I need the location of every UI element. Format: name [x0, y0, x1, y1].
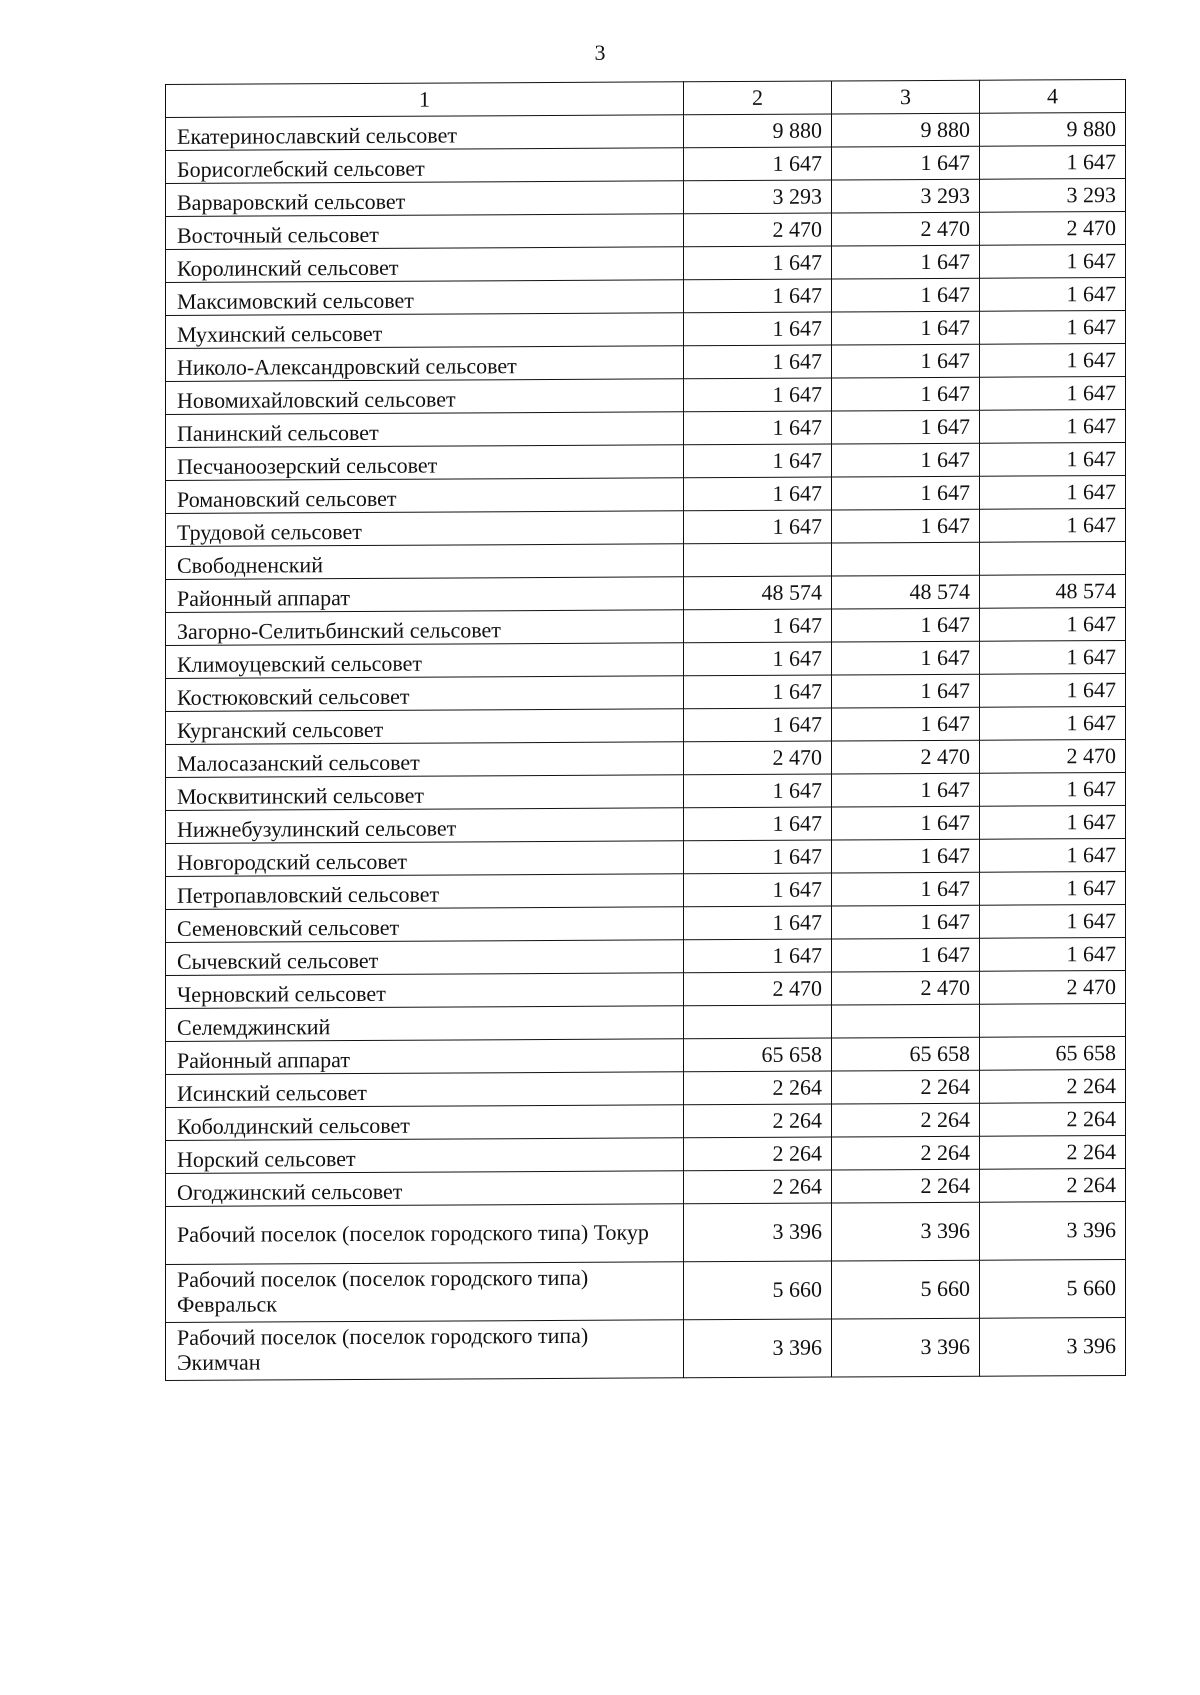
value-cell-col-4: 65 658 — [980, 1036, 1126, 1070]
value-cell-col-2: 65 658 — [684, 1038, 832, 1072]
value-cell-col-2: 1 647 — [684, 411, 832, 445]
row-name-cell: Климоуцевский сельсовет — [166, 643, 684, 679]
value-cell-col-2: 1 647 — [684, 840, 832, 874]
table-row — [166, 1069, 1126, 1107]
row-name-cell: Рабочий поселок (поселок городского типа) Февральск — [166, 1262, 684, 1323]
row-name-cell: Романовский сельсовет — [166, 478, 684, 514]
table-row — [166, 442, 1126, 480]
value-cell-col-4: 1 647 — [980, 343, 1126, 377]
allocation-table — [165, 79, 1126, 1381]
table-row — [166, 1036, 1126, 1074]
value-cell-col-4: 1 647 — [980, 706, 1126, 740]
value-cell-col-4: 1 647 — [980, 145, 1126, 179]
value-cell-col-2: 3 293 — [684, 180, 832, 214]
value-cell-col-3 — [832, 542, 980, 576]
value-cell-col-3: 1 647 — [832, 311, 980, 345]
value-cell-col-3: 1 647 — [832, 872, 980, 906]
table-row — [166, 805, 1126, 843]
header-col-4: 4 — [980, 79, 1126, 113]
value-cell-col-3: 3 396 — [832, 1318, 980, 1377]
row-name-cell: Селемджинский — [166, 1006, 684, 1042]
value-cell-col-2: 1 647 — [684, 609, 832, 643]
value-cell-col-2: 1 647 — [684, 378, 832, 412]
table-row — [166, 244, 1126, 282]
row-name-cell: Борисоглебский сельсовет — [166, 148, 684, 184]
value-cell-col-4: 1 647 — [980, 772, 1126, 806]
row-name-cell: Норский сельсовет — [166, 1138, 684, 1174]
value-cell-col-3: 1 647 — [832, 674, 980, 708]
value-cell-col-3: 1 647 — [832, 509, 980, 543]
value-cell-col-3: 1 647 — [832, 476, 980, 510]
value-cell-col-4: 1 647 — [980, 904, 1126, 938]
row-name-cell: Восточный сельсовет — [166, 214, 684, 250]
table-row — [166, 607, 1126, 645]
table-row — [166, 574, 1126, 612]
allocation-table-container — [165, 79, 1126, 1381]
value-cell-col-2: 2 264 — [684, 1104, 832, 1138]
value-cell-col-2: 48 574 — [684, 576, 832, 610]
row-name-cell: Варваровский сельсовет — [166, 181, 684, 217]
value-cell-col-4: 48 574 — [980, 574, 1126, 608]
table-row — [166, 475, 1126, 513]
value-cell-col-2 — [684, 543, 832, 577]
value-cell-col-3: 1 647 — [832, 806, 980, 840]
value-cell-col-3: 1 647 — [832, 377, 980, 411]
table-row — [166, 640, 1126, 678]
table-row — [166, 838, 1126, 876]
row-name-cell: Загорно-Селитьбинский сельсовет — [166, 610, 684, 646]
value-cell-col-4: 9 880 — [980, 112, 1126, 146]
value-cell-col-3: 3 396 — [832, 1202, 980, 1261]
value-cell-col-2: 3 396 — [684, 1319, 832, 1378]
value-cell-col-2: 1 647 — [684, 312, 832, 346]
header-col-1: 1 — [166, 82, 684, 118]
value-cell-col-4: 1 647 — [980, 376, 1126, 410]
value-cell-col-3: 1 647 — [832, 839, 980, 873]
table-row — [166, 1168, 1126, 1206]
value-cell-col-2: 5 660 — [684, 1261, 832, 1320]
row-name-cell: Николо-Александровский сельсовет — [166, 346, 684, 382]
value-cell-col-3: 1 647 — [832, 410, 980, 444]
value-cell-col-2: 1 647 — [684, 279, 832, 313]
value-cell-col-2: 1 647 — [684, 807, 832, 841]
value-cell-col-4: 2 264 — [980, 1135, 1126, 1169]
value-cell-col-4: 1 647 — [980, 409, 1126, 443]
table-row — [166, 409, 1126, 447]
value-cell-col-4: 1 647 — [980, 508, 1126, 542]
row-name-cell: Екатеринославский сельсовет — [166, 115, 684, 151]
row-name-cell: Районный аппарат — [166, 577, 684, 613]
row-name-cell: Рабочий поселок (поселок городского типа) Экимчан — [166, 1320, 684, 1381]
value-cell-col-3: 1 647 — [832, 146, 980, 180]
value-cell-col-4: 3 396 — [980, 1201, 1126, 1260]
table-row — [166, 1317, 1126, 1380]
value-cell-col-3: 1 647 — [832, 641, 980, 675]
value-cell-col-3: 1 647 — [832, 245, 980, 279]
table-row — [166, 277, 1126, 315]
table-row — [166, 871, 1126, 909]
row-name-cell: Королинский сельсовет — [166, 247, 684, 283]
row-name-cell: Курганский сельсовет — [166, 709, 684, 745]
value-cell-col-4: 2 470 — [980, 739, 1126, 773]
table-row — [166, 508, 1126, 546]
row-name-cell: Районный аппарат — [166, 1039, 684, 1075]
row-name-cell: Новгородский сельсовет — [166, 841, 684, 877]
value-cell-col-4: 1 647 — [980, 310, 1126, 344]
row-name-cell: Трудовой сельсовет — [166, 511, 684, 547]
value-cell-col-3: 2 264 — [832, 1136, 980, 1170]
header-col-3: 3 — [832, 80, 980, 114]
table-row — [166, 706, 1126, 744]
value-cell-col-3: 2 470 — [832, 740, 980, 774]
value-cell-col-4: 1 647 — [980, 244, 1126, 278]
header-row — [166, 79, 1126, 117]
value-cell-col-4: 1 647 — [980, 277, 1126, 311]
value-cell-col-3: 1 647 — [832, 278, 980, 312]
table-body — [166, 112, 1126, 1380]
value-cell-col-2: 2 264 — [684, 1170, 832, 1204]
value-cell-col-2: 1 647 — [684, 246, 832, 280]
value-cell-col-3: 2 470 — [832, 971, 980, 1005]
value-cell-col-4: 1 647 — [980, 475, 1126, 509]
value-cell-col-3: 9 880 — [832, 113, 980, 147]
table-row — [166, 541, 1126, 579]
row-name-cell: Свободненский — [166, 544, 684, 580]
value-cell-col-3: 1 647 — [832, 443, 980, 477]
table-header — [166, 79, 1126, 117]
value-cell-col-2: 1 647 — [684, 675, 832, 709]
value-cell-col-2: 2 470 — [684, 972, 832, 1006]
value-cell-col-2: 1 647 — [684, 345, 832, 379]
value-cell-col-3 — [832, 1004, 980, 1038]
row-name-cell: Коболдинский сельсовет — [166, 1105, 684, 1141]
value-cell-col-4: 3 293 — [980, 178, 1126, 212]
table-row — [166, 1102, 1126, 1140]
value-cell-col-2: 1 647 — [684, 642, 832, 676]
value-cell-col-4: 3 396 — [980, 1317, 1126, 1376]
value-cell-col-4: 1 647 — [980, 673, 1126, 707]
value-cell-col-2: 1 647 — [684, 477, 832, 511]
table-row — [166, 376, 1126, 414]
table-row — [166, 145, 1126, 183]
table-row — [166, 1201, 1126, 1264]
value-cell-col-3: 1 647 — [832, 773, 980, 807]
value-cell-col-3: 48 574 — [832, 575, 980, 609]
value-cell-col-2: 1 647 — [684, 906, 832, 940]
value-cell-col-4: 2 264 — [980, 1168, 1126, 1202]
value-cell-col-3: 1 647 — [832, 707, 980, 741]
value-cell-col-4: 1 647 — [980, 871, 1126, 905]
value-cell-col-2: 2 470 — [684, 213, 832, 247]
value-cell-col-2: 9 880 — [684, 114, 832, 148]
row-name-cell: Черновский сельсовет — [166, 973, 684, 1009]
value-cell-col-4: 1 647 — [980, 442, 1126, 476]
value-cell-col-4: 2 470 — [980, 211, 1126, 245]
header-col-2: 2 — [684, 81, 832, 115]
row-name-cell: Нижнебузулинский сельсовет — [166, 808, 684, 844]
row-name-cell: Сычевский сельсовет — [166, 940, 684, 976]
value-cell-col-2: 1 647 — [684, 939, 832, 973]
table-row — [166, 970, 1126, 1008]
table-row — [166, 739, 1126, 777]
value-cell-col-2 — [684, 1005, 832, 1039]
value-cell-col-2: 1 647 — [684, 774, 832, 808]
value-cell-col-2: 1 647 — [684, 147, 832, 181]
value-cell-col-4: 1 647 — [980, 607, 1126, 641]
row-name-cell: Новомихайловский сельсовет — [166, 379, 684, 415]
table-row — [166, 772, 1126, 810]
value-cell-col-3: 1 647 — [832, 938, 980, 972]
row-name-cell: Песчаноозерский сельсовет — [166, 445, 684, 481]
row-name-cell: Максимовский сельсовет — [166, 280, 684, 316]
value-cell-col-3: 2 470 — [832, 212, 980, 246]
value-cell-col-4: 2 264 — [980, 1102, 1126, 1136]
value-cell-col-2: 2 470 — [684, 741, 832, 775]
value-cell-col-4: 1 647 — [980, 640, 1126, 674]
value-cell-col-4: 5 660 — [980, 1259, 1126, 1318]
value-cell-col-3: 2 264 — [832, 1103, 980, 1137]
value-cell-col-2: 2 264 — [684, 1071, 832, 1105]
value-cell-col-4 — [980, 1003, 1126, 1037]
value-cell-col-3: 1 647 — [832, 608, 980, 642]
table-row — [166, 343, 1126, 381]
row-name-cell: Рабочий поселок (поселок городского типа) Токур — [166, 1204, 684, 1265]
table-row — [166, 112, 1126, 150]
value-cell-col-3: 3 293 — [832, 179, 980, 213]
value-cell-col-3: 1 647 — [832, 905, 980, 939]
table-row — [166, 1003, 1126, 1041]
row-name-cell: Исинский сельсовет — [166, 1072, 684, 1108]
value-cell-col-3: 2 264 — [832, 1169, 980, 1203]
value-cell-col-2: 1 647 — [684, 510, 832, 544]
table-row — [166, 1135, 1126, 1173]
table-row — [166, 211, 1126, 249]
value-cell-col-2: 1 647 — [684, 444, 832, 478]
value-cell-col-4: 2 264 — [980, 1069, 1126, 1103]
table-row — [166, 1259, 1126, 1322]
value-cell-col-3: 65 658 — [832, 1037, 980, 1071]
value-cell-col-2: 2 264 — [684, 1137, 832, 1171]
table-row — [166, 310, 1126, 348]
value-cell-col-3: 5 660 — [832, 1260, 980, 1319]
row-name-cell: Огоджинский сельсовет — [166, 1171, 684, 1207]
value-cell-col-2: 3 396 — [684, 1203, 832, 1262]
value-cell-col-3: 1 647 — [832, 344, 980, 378]
table-row — [166, 937, 1126, 975]
row-name-cell: Малосазанский сельсовет — [166, 742, 684, 778]
page-number: 3 — [594, 40, 606, 65]
value-cell-col-4 — [980, 541, 1126, 575]
value-cell-col-4: 1 647 — [980, 838, 1126, 872]
value-cell-col-2: 1 647 — [684, 873, 832, 907]
value-cell-col-2: 1 647 — [684, 708, 832, 742]
row-name-cell: Петропавловский сельсовет — [166, 874, 684, 910]
row-name-cell: Костюковский сельсовет — [166, 676, 684, 712]
row-name-cell: Семеновский сельсовет — [166, 907, 684, 943]
row-name-cell: Мухинский сельсовет — [166, 313, 684, 349]
value-cell-col-4: 1 647 — [980, 805, 1126, 839]
table-row — [166, 178, 1126, 216]
row-name-cell: Панинский сельсовет — [166, 412, 684, 448]
value-cell-col-4: 1 647 — [980, 937, 1126, 971]
table-row — [166, 904, 1126, 942]
row-name-cell: Москвитинский сельсовет — [166, 775, 684, 811]
table-row — [166, 673, 1126, 711]
value-cell-col-4: 2 470 — [980, 970, 1126, 1004]
value-cell-col-3: 2 264 — [832, 1070, 980, 1104]
